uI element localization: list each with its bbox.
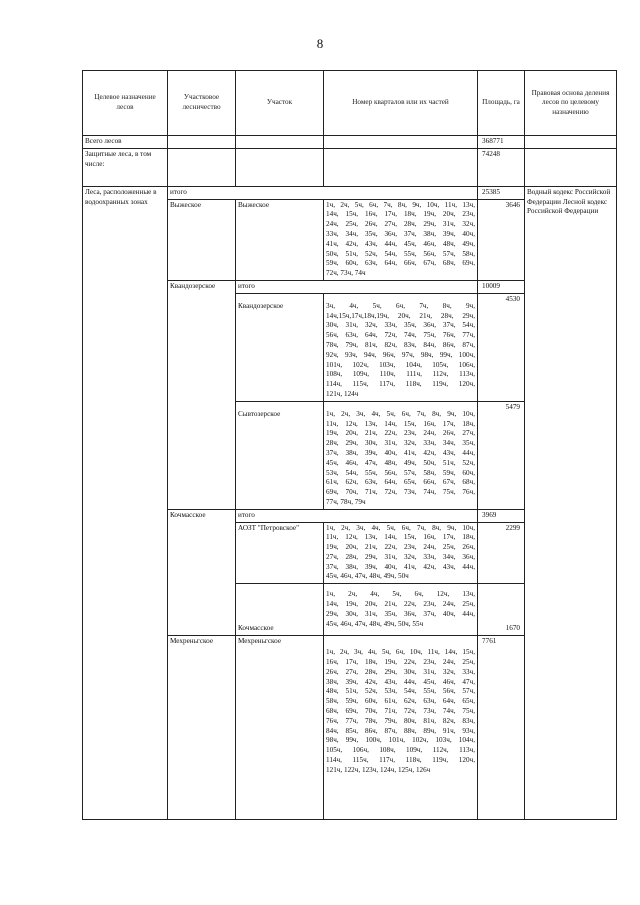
quarters-line: 77ч, 78ч, 79ч	[326, 497, 366, 506]
kochmas-total-label: итого	[236, 509, 478, 522]
quarters-line: 1ч, 2ч, 5ч, 6ч, 7ч, 8ч, 9ч, 10ч, 11ч, 13ч,	[326, 200, 475, 209]
water-total-label: итого	[168, 186, 478, 199]
quarters-line: 14ч, 19ч, 20ч, 21ч, 22ч, 23ч, 24ч, 25ч,	[326, 599, 475, 608]
header-quarters: Номер кварталов или их частей	[324, 71, 478, 136]
quarters-line: 1ч, 2ч, 3ч, 4ч, 5ч, 6ч, 7ч, 8ч, 9ч, 10ч,	[326, 409, 475, 418]
quarters-line: 30ч, 31ч, 32ч, 33ч, 35ч, 36ч, 37ч, 54ч,	[326, 321, 475, 330]
kvandozer-total-label: итого	[236, 280, 478, 293]
quarters-line: 84ч, 85ч, 86ч, 87ч, 88ч, 89ч, 91ч, 93ч,	[326, 726, 475, 735]
quarters-line: 101ч, 102ч, 103ч, 104ч, 105ч, 106ч,	[326, 360, 475, 369]
area-petrovskoe: 2299	[478, 522, 525, 584]
forest-purpose-table	[82, 70, 617, 820]
total-area: 368771	[478, 136, 525, 149]
quarters-line: 37ч, 38ч, 39ч, 40ч, 41ч, 42ч, 43ч, 44ч,	[326, 448, 475, 457]
quarters-line: 16ч, 17ч, 18ч, 19ч, 22ч, 23ч, 24ч, 25ч,	[326, 658, 475, 667]
quarters-line: 72ч, 73ч, 74ч	[326, 269, 366, 278]
quarters-line: 69ч, 70ч, 71ч, 72ч, 73ч, 74ч, 75ч, 76ч,	[326, 488, 475, 497]
quarters-petrovskoe	[324, 522, 478, 584]
quarters-line: 41ч, 42ч, 43ч, 44ч, 45ч, 46ч, 48ч, 49ч,	[326, 239, 475, 248]
site-kvandozer: Квандозерское	[236, 293, 324, 401]
water-total-area: 25385	[478, 186, 525, 199]
quarters-line: 50ч, 51ч, 52ч, 54ч, 55ч, 56ч, 57ч, 58ч,	[326, 249, 475, 258]
quarters-line: 98ч, 99ч, 100ч, 101ч, 102ч, 103ч, 104ч,	[326, 736, 475, 745]
quarters-line: 19ч, 20ч, 21ч, 22ч, 23ч, 24ч, 25ч, 26ч,	[326, 543, 475, 552]
quarters-line: 11ч, 12ч, 13ч, 14ч, 15ч, 16ч, 17ч, 18ч,	[326, 419, 475, 428]
water-zone-label: Леса, расположенные в водоохранных зонах	[83, 186, 168, 819]
kochmas-total-area: 3969	[478, 509, 525, 522]
page-number: 8	[316, 36, 324, 51]
quarters-line: 58ч, 59ч, 60ч, 61ч, 62ч, 63ч, 64ч, 65ч,	[326, 697, 475, 706]
quarters-line: 37ч, 38ч, 39ч, 40ч, 41ч, 42ч, 43ч, 44ч,	[326, 562, 475, 571]
district-kvandozer: Квандозерское	[168, 280, 236, 509]
quarters-line: 59ч, 60ч, 63ч, 64ч, 66ч, 67ч, 68ч, 69ч,	[326, 259, 475, 268]
protective-area: 74248	[478, 148, 525, 186]
area-vyzhesk: 3646	[478, 199, 525, 280]
quarters-line: 14ч, 15ч, 16ч, 17ч, 18ч, 19ч, 20ч, 23ч,	[326, 210, 475, 219]
quarters-line: 38ч, 39ч, 42ч, 43ч, 44ч, 45ч, 46ч, 47ч,	[326, 677, 475, 686]
quarters-syvtozer	[324, 401, 478, 509]
quarters-line: 48ч, 51ч, 52ч, 53ч, 54ч, 55ч, 56ч, 57ч,	[326, 687, 475, 696]
quarters-line: 114ч, 115ч, 117ч, 118ч, 119ч, 120ч,	[326, 380, 475, 389]
protective-label: Защитные леса, в том числе:	[83, 148, 168, 186]
quarters-line: 105ч, 106ч, 108ч, 109ч, 112ч, 113ч,	[326, 746, 475, 755]
kvandozer-total-area: 10009	[478, 280, 525, 293]
quarters-line: 92ч, 93ч, 94ч, 96ч, 97ч, 98ч, 99ч, 100ч,	[326, 350, 475, 359]
quarters-line: 28ч, 29ч, 30ч, 31ч, 32ч, 33ч, 34ч, 35ч,	[326, 439, 475, 448]
quarters-line: 68ч, 69ч, 70ч, 71ч, 72ч, 73ч, 74ч, 75ч,	[326, 707, 475, 716]
district-kochmas: Кочмасское	[168, 509, 236, 636]
header-area: Площадь, га	[478, 71, 525, 136]
quarters-line: 11ч, 12ч, 13ч, 14ч, 15ч, 16ч, 17ч, 18ч,	[326, 533, 475, 542]
table-header-row	[83, 71, 617, 136]
total-label: Всего лесов	[83, 136, 168, 149]
quarters-line: 56ч, 63ч, 64ч, 72ч, 74ч, 75ч, 76ч, 77ч,	[326, 331, 475, 340]
quarters-line: 24ч, 25ч, 26ч, 27ч, 28ч, 29ч, 31ч, 32ч,	[326, 220, 475, 229]
site-syvtozer: Сывтозерское	[236, 401, 324, 509]
district-mekhren: Мехреньгское	[168, 636, 236, 820]
header-district-forestry: Участковое лесничество	[168, 71, 236, 136]
table-row	[83, 186, 617, 199]
district-vyzhesk: Выжеское	[168, 199, 236, 280]
quarters-line: 14ч,15ч,17ч,18ч,19ч, 20ч, 21ч, 28ч, 29ч,	[326, 311, 475, 320]
site-kochmas: Кочмасское	[236, 584, 324, 636]
table-row	[83, 136, 617, 149]
legal-basis: Водный кодекс Российской Федерации Лесной кодекс Российской Федерации	[525, 186, 617, 819]
quarters-line: 78ч, 79ч, 81ч, 82ч, 83ч, 84ч, 86ч, 87ч,	[326, 340, 475, 349]
quarters-line: 53ч, 54ч, 55ч, 56ч, 57ч, 58ч, 59ч, 60ч,	[326, 468, 475, 477]
header-basis: Правовая основа деления лесов по целевому назначению	[525, 71, 617, 136]
quarters-line: 27ч, 28ч, 29ч, 31ч, 32ч, 33ч, 34ч, 36ч,	[326, 552, 475, 561]
quarters-kochmas	[324, 584, 478, 636]
quarters-line: 45ч, 46ч, 47ч, 48ч, 49ч, 50ч, 55ч	[326, 619, 424, 628]
quarters-line: 33ч, 34ч, 35ч, 36ч, 37ч, 38ч, 39ч, 40ч,	[326, 229, 475, 238]
header-purpose: Целевое назначение лесов	[83, 71, 168, 136]
site-mekhren: Мехреньгское	[236, 636, 324, 820]
quarters-line: 45ч, 46ч, 47ч, 48ч, 49ч, 50ч	[326, 572, 409, 581]
quarters-line: 1ч, 2ч, 3ч, 4ч, 5ч, 6ч, 7ч, 8ч, 9ч, 10ч,	[326, 523, 475, 532]
area-mekhren: 7761	[478, 636, 525, 820]
quarters-line: 1ч, 2ч, 4ч, 5ч, 6ч, 12ч, 13ч,	[326, 590, 475, 599]
quarters-line: 76ч, 77ч, 78ч, 79ч, 80ч, 81ч, 82ч, 83ч,	[326, 716, 475, 725]
area-kochmas: 1670	[478, 584, 525, 636]
quarters-line: 45ч, 46ч, 47ч, 48ч, 49ч, 50ч, 51ч, 52ч,	[326, 458, 475, 467]
quarters-vyzhesk	[324, 199, 478, 280]
quarters-line: 19ч, 20ч, 21ч, 22ч, 23ч, 24ч, 26ч, 27ч,	[326, 429, 475, 438]
quarters-line: 108ч, 109ч, 110ч, 111ч, 112ч, 113ч,	[326, 370, 475, 379]
area-kvandozer: 4530	[478, 293, 525, 401]
site-petrovskoe: АОЗТ "Петровское"	[236, 522, 324, 584]
table-row	[83, 148, 617, 186]
quarters-line: 121ч, 122ч, 123ч, 124ч, 125ч, 126ч	[326, 765, 431, 774]
area-syvtozer: 5479	[478, 401, 525, 509]
quarters-line: 61ч, 62ч, 63ч, 64ч, 65ч, 66ч, 67ч, 68ч,	[326, 478, 475, 487]
site-vyzhesk: Выжеское	[236, 199, 324, 280]
quarters-line: 26ч, 27ч, 28ч, 29ч, 30ч, 31ч, 32ч, 33ч,	[326, 667, 475, 676]
quarters-mekhren	[324, 636, 478, 820]
quarters-line: 3ч, 4ч, 5ч, 6ч, 7ч, 8ч, 9ч,	[326, 301, 475, 310]
quarters-line: 114ч, 115ч, 117ч, 118ч, 119ч, 120ч,	[326, 756, 475, 765]
quarters-line: 1ч, 2ч, 3ч, 4ч, 5ч, 6ч, 10ч, 11ч, 14ч, 15ч,	[326, 648, 475, 657]
header-site: Участок	[236, 71, 324, 136]
quarters-line: 29ч, 30ч, 31ч, 35ч, 36ч, 37ч, 40ч, 44ч,	[326, 609, 475, 618]
quarters-kvandozer	[324, 293, 478, 401]
quarters-line: 121ч, 124ч	[326, 389, 359, 398]
